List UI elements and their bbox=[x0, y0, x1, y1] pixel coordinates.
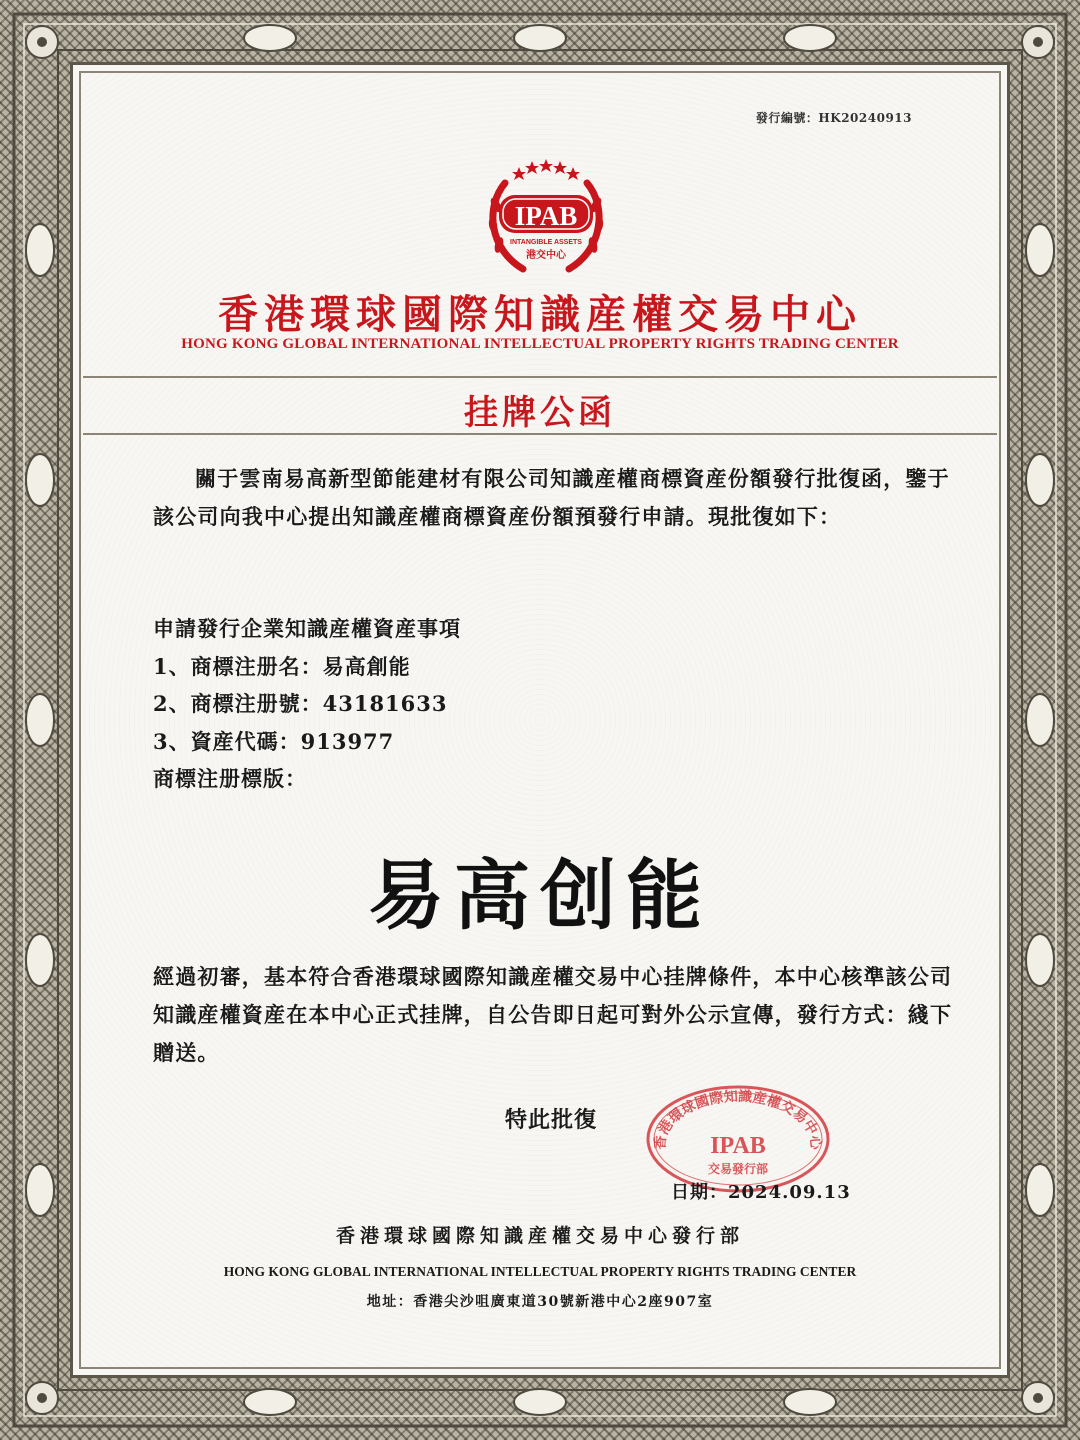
issue-date: 日期：2024.09.13 bbox=[671, 1182, 851, 1203]
body-paragraph: 經過初審，基本符合香港環球國際知識産權交易中心挂牌條件，本中心核準該公司知識産權資産在本中心正式挂牌，自公告即日起可對外公示宣傳，發行方式：綫下贈送。 bbox=[153, 964, 953, 1065]
letter-heading: 挂牌公函 bbox=[464, 393, 616, 433]
issuing-department-en: HONG KONG GLOBAL INTERNATIONAL INTELLECTUAL PROPERTY RIGHTS TRADING CENTER bbox=[223, 1264, 857, 1279]
approval-text: 特此批復 bbox=[505, 1107, 598, 1133]
logo-abbr-text: IPAB bbox=[514, 201, 578, 231]
center-title-cn: 香港環球國際知識産權交易中心 bbox=[218, 291, 862, 338]
seal-center-text: IPAB bbox=[710, 1133, 766, 1159]
serial-number: 發行編號：HK20240913 bbox=[755, 111, 912, 125]
logo-sub-cn-text: 港交中心 bbox=[526, 250, 566, 261]
list-item: 商標注册標版： bbox=[153, 766, 307, 791]
center-title-en: HONG KONG GLOBAL INTERNATIONAL INTELLECTUAL PROPERTY RIGHTS TRADING CENTER bbox=[181, 336, 899, 352]
intro-paragraph: 關于雲南易高新型節能建材有限公司知識産權商標資産份額發行批復函，鑒于該公司向我中心提出知識産權商標資産份額預發行申請。現批復如下： bbox=[153, 466, 950, 529]
certificate-body bbox=[70, 62, 1010, 1378]
seal-ring-text: 香港環球國際知識産權交易中心 bbox=[652, 1088, 824, 1151]
trademark-text: 易高创能 bbox=[368, 851, 712, 940]
divider-top bbox=[83, 376, 997, 378]
list-item: 2、商標注册號：43181633 bbox=[153, 691, 448, 716]
ipab-logo-emblem bbox=[471, 145, 621, 285]
divider-bottom bbox=[83, 433, 997, 435]
list-item: 3、資産代碼：913977 bbox=[153, 728, 395, 754]
item-list bbox=[153, 610, 461, 798]
seal-bottom-text: 交易發行部 bbox=[707, 1162, 769, 1176]
list-item: 申請發行企業知識産權資産事項 bbox=[153, 616, 461, 641]
list-item: 1、商標注册名：易高創能 bbox=[153, 653, 411, 679]
issuing-department: 香港環球國際知識産權交易中心發行部 bbox=[335, 1225, 744, 1247]
address: 地址：香港尖沙咀廣東道30號新港中心2座907室 bbox=[366, 1294, 714, 1310]
logo-sub-en-text: INTANGIBLE ASSETS bbox=[510, 239, 582, 246]
